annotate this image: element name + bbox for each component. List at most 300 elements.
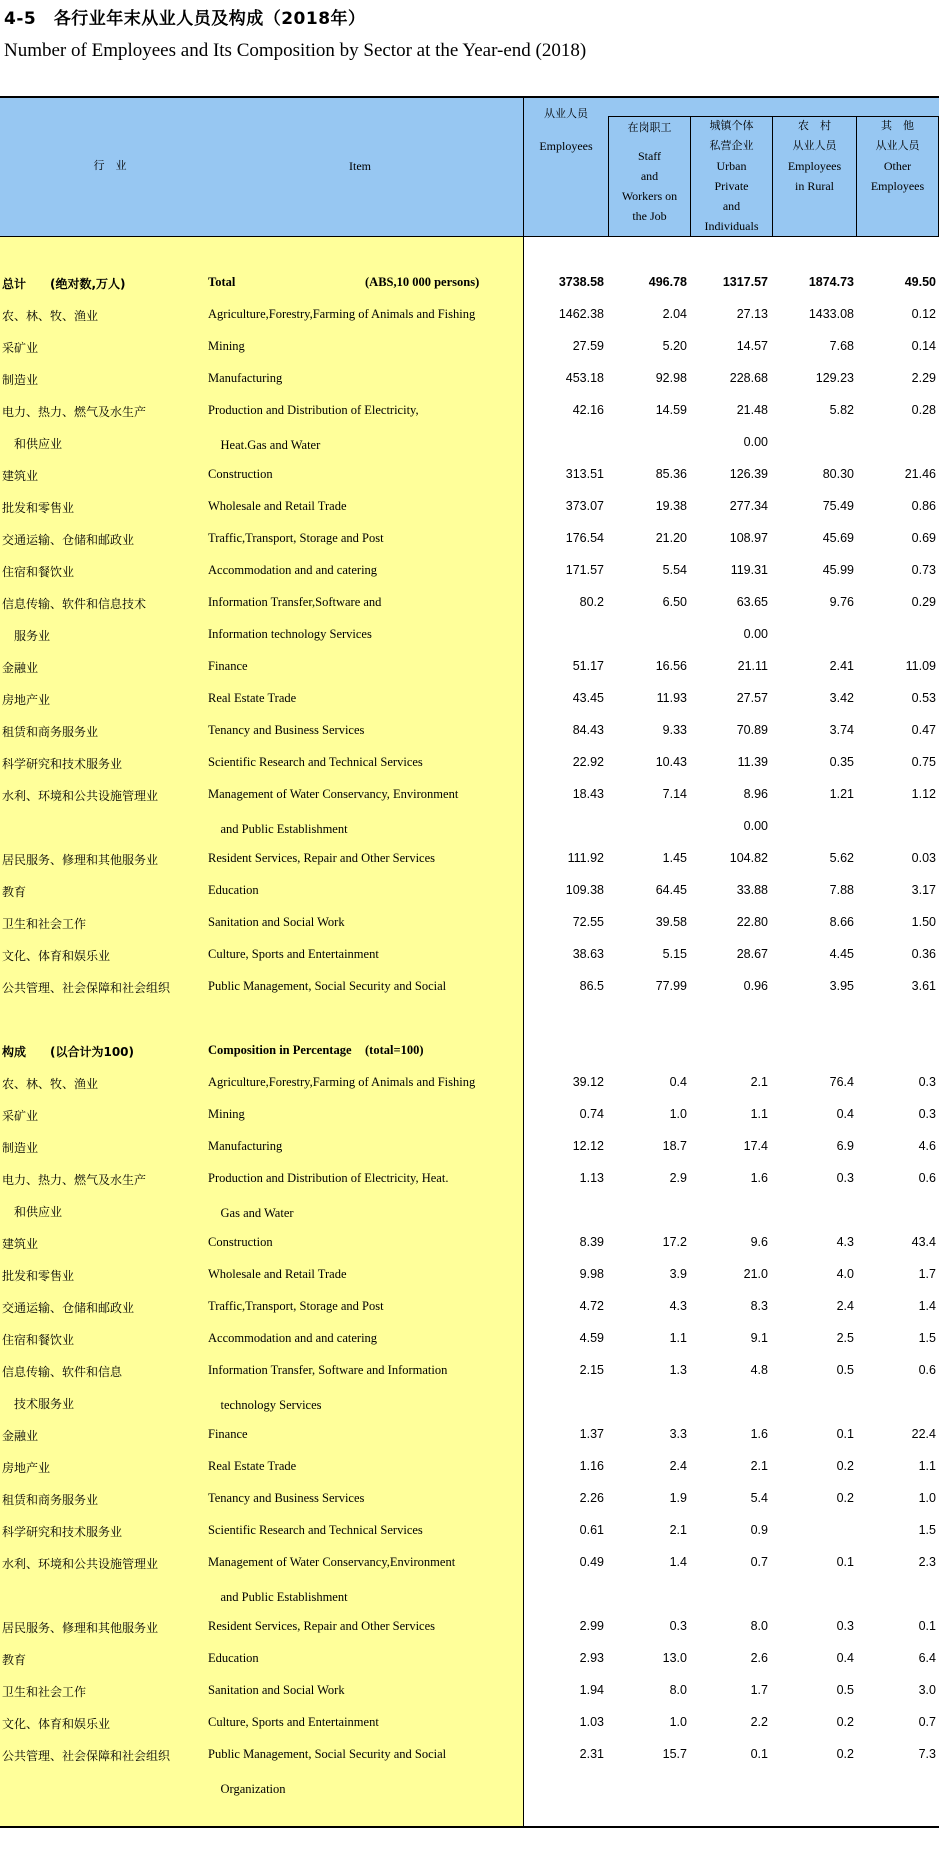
sector-label-cn: 教育 [2, 1653, 27, 1667]
rural-value: 3.95 [829, 979, 854, 993]
staff-value: 5.54 [662, 563, 687, 577]
staff-value: 1.1 [669, 1331, 687, 1345]
table-row [0, 780, 939, 812]
urban-private-value: 9.6 [750, 1235, 768, 1249]
sector-label-en: Mining [208, 1107, 245, 1121]
header-employees: 从业人员 Employees [539, 107, 593, 153]
table-row [0, 972, 939, 1004]
employees-value: 1.94 [579, 1683, 604, 1697]
sector-label-en: Wholesale and Retail Trade [208, 1267, 347, 1281]
employees-value: 2.31 [579, 1747, 604, 1761]
sector-label-cn: 采矿业 [2, 341, 39, 355]
sector-label-en: Real Estate Trade [208, 1459, 297, 1473]
other-value: 2.29 [911, 371, 936, 385]
staff-value: 0.3 [669, 1619, 687, 1633]
sector-label-cn: 总计 (绝对数,万人) [2, 277, 126, 291]
urban-private-value: 21.0 [743, 1267, 768, 1281]
urban-private-value: 0.00 [743, 435, 768, 449]
rural-value: 0.1 [836, 1555, 854, 1569]
employees-value: 176.54 [565, 531, 604, 545]
sector-label-en: Resident Services, Repair and Other Services [208, 851, 436, 865]
sector-label-cn: 租赁和商务服务业 [2, 1493, 99, 1507]
sector-label-cn: 和供应业 [2, 437, 63, 451]
rural-value: 0.1 [836, 1427, 854, 1441]
urban-private-value: 1.7 [750, 1683, 768, 1697]
staff-value: 17.2 [662, 1235, 687, 1249]
other-value: 1.0 [918, 1491, 936, 1505]
staff-value: 85.36 [655, 467, 687, 481]
other-value: 1.1 [918, 1459, 936, 1473]
employees-value: 80.2 [579, 595, 604, 609]
table-row [0, 748, 939, 780]
sector-label-cn: 信息传输、软件和信息技术 [2, 597, 147, 611]
table-row [0, 588, 939, 620]
employees-value: 4.59 [579, 1331, 604, 1345]
sector-label-en: Construction [208, 467, 273, 481]
sector-label-en: Accommodation and and catering [208, 1331, 378, 1345]
staff-value: 8.0 [669, 1683, 687, 1697]
employees-value: 1.16 [579, 1459, 604, 1473]
urban-private-value: 126.39 [729, 467, 768, 481]
table-row [0, 1452, 939, 1484]
staff-value: 5.20 [662, 339, 687, 353]
employees-value: 2.99 [579, 1619, 604, 1633]
table-row [0, 332, 939, 364]
employees-value: 72.55 [572, 915, 604, 929]
table-row [0, 1612, 939, 1644]
table-row [0, 684, 939, 716]
staff-value: 14.59 [655, 403, 687, 417]
table-row [0, 940, 939, 972]
urban-private-value: 108.97 [729, 531, 768, 545]
rural-value: 5.82 [829, 403, 854, 417]
urban-private-value: 1.6 [750, 1427, 768, 1441]
sector-label-cn: 采矿业 [2, 1109, 39, 1123]
rural-value: 1.21 [829, 787, 854, 801]
urban-private-value: 0.96 [743, 979, 768, 993]
other-value: 3.0 [918, 1683, 936, 1697]
table-row [0, 524, 939, 556]
sector-label-en: Management of Water Conservancy,Environment [208, 1555, 456, 1569]
sector-label-en: Total [208, 275, 236, 289]
urban-private-value: 4.8 [750, 1363, 768, 1377]
urban-private-value: 8.96 [743, 787, 768, 801]
other-value: 4.6 [918, 1139, 936, 1153]
table-row [0, 396, 939, 428]
employees-value: 1.13 [579, 1171, 604, 1185]
sector-label-en: and Public Establishment [208, 822, 348, 836]
other-value: 3.17 [911, 883, 936, 897]
sector-label-cn: 科学研究和技术服务业 [2, 1525, 123, 1539]
rural-value: 0.4 [836, 1651, 854, 1665]
other-value: 0.6 [918, 1363, 936, 1377]
urban-private-value: 33.88 [736, 883, 768, 897]
employees-value: 2.26 [579, 1491, 604, 1505]
urban-private-value: 21.11 [737, 659, 768, 673]
employees-value: 12.12 [572, 1139, 604, 1153]
urban-private-value: 277.34 [729, 499, 768, 513]
urban-private-value: 11.39 [737, 755, 768, 769]
sector-label-en: technology Services [208, 1398, 322, 1412]
staff-value: 92.98 [655, 371, 687, 385]
sector-label-en: Culture, Sports and Entertainment [208, 947, 379, 961]
employees-value: 39.12 [572, 1075, 604, 1089]
sector-label-cn: 卫生和社会工作 [2, 917, 87, 931]
rural-value: 4.0 [836, 1267, 854, 1281]
rural-value: 4.3 [836, 1235, 854, 1249]
urban-private-value: 21.48 [736, 403, 768, 417]
sector-label-cn: 电力、热力、燃气及水生产 [2, 405, 147, 419]
urban-private-value: 0.00 [743, 819, 768, 833]
rural-value: 2.5 [836, 1331, 854, 1345]
staff-value: 1.4 [669, 1555, 687, 1569]
table-row [0, 1548, 939, 1580]
other-value: 0.75 [911, 755, 936, 769]
table-row [0, 1164, 939, 1196]
employees-value: 373.07 [565, 499, 604, 513]
table-row [0, 1036, 939, 1068]
sector-label-cn: 和供应业 [2, 1205, 63, 1219]
table-row [0, 620, 939, 652]
sector-label-cn: 文化、体育和娱乐业 [2, 949, 111, 963]
sector-label-cn: 住宿和餐饮业 [2, 565, 75, 579]
urban-private-value: 0.1 [750, 1747, 768, 1761]
table-row [0, 492, 939, 524]
table-row [0, 1196, 939, 1228]
sector-label-en: Education [208, 1651, 259, 1665]
header-sector-cn: 行 业 [93, 159, 127, 172]
employees-value: 43.45 [572, 691, 604, 705]
sector-label-en: Organization [208, 1782, 286, 1796]
employees-value: 8.39 [579, 1235, 604, 1249]
other-value: 1.5 [918, 1331, 936, 1345]
sector-label-en: Finance [208, 1427, 248, 1441]
sector-label-cn: 教育 [2, 885, 27, 899]
other-value: 0.36 [911, 947, 936, 961]
table-row [0, 844, 939, 876]
sector-label-cn: 电力、热力、燃气及水生产 [2, 1173, 147, 1187]
staff-value: 4.3 [669, 1299, 687, 1313]
sector-label-en: Information Transfer, Software and Information [208, 1363, 448, 1377]
sector-label-en: Finance [208, 659, 248, 673]
rural-value: 8.66 [829, 915, 854, 929]
urban-private-value: 2.1 [750, 1459, 768, 1473]
staff-value: 13.0 [662, 1651, 687, 1665]
staff-value: 1.3 [669, 1363, 687, 1377]
other-value: 0.29 [911, 595, 936, 609]
other-value: 0.1 [918, 1619, 936, 1633]
table-row [0, 1420, 939, 1452]
sector-label-en: Production and Distribution of Electricity, [208, 403, 419, 417]
table-row [0, 1676, 939, 1708]
urban-private-value: 1.6 [750, 1171, 768, 1185]
urban-private-value: 9.1 [750, 1331, 768, 1345]
table-row [0, 1644, 939, 1676]
urban-private-value: 27.57 [736, 691, 768, 705]
staff-value: 10.43 [655, 755, 687, 769]
rural-value: 80.30 [822, 467, 854, 481]
sector-label-en: Manufacturing [208, 371, 283, 385]
other-value: 0.03 [911, 851, 936, 865]
table-row [0, 428, 939, 460]
header-rural: 农 村 从业人员 Employees in Rural [787, 119, 842, 193]
sector-label-en: Wholesale and Retail Trade [208, 499, 347, 513]
table-row [0, 1292, 939, 1324]
header-urban: 城镇个体 私营企业 Urban Private and Individuals [704, 119, 759, 233]
sector-label-cn: 农、林、牧、渔业 [2, 1077, 99, 1091]
sector-label-en: Resident Services, Repair and Other Services [208, 1619, 436, 1633]
urban-private-value: 22.80 [736, 915, 768, 929]
employees-value: 22.92 [572, 755, 604, 769]
staff-value: 16.56 [655, 659, 687, 673]
rural-value: 1433.08 [808, 307, 854, 321]
sector-label-en: Real Estate Trade [208, 691, 297, 705]
other-value: 1.12 [911, 787, 936, 801]
header-other: 其 他 从业人员 Other Employees [870, 119, 925, 193]
sector-label-cn: 水利、环境和公共设施管理业 [2, 1557, 159, 1571]
urban-private-value: 14.57 [736, 339, 768, 353]
staff-value: 2.9 [669, 1171, 687, 1185]
data-table [0, 96, 939, 1828]
table-row [0, 1260, 939, 1292]
employees-value: 453.18 [565, 371, 604, 385]
sector-label-cn: 构成 (以合计为100) [2, 1045, 135, 1059]
employees-value: 27.59 [572, 339, 604, 353]
rural-value: 0.2 [836, 1715, 854, 1729]
urban-private-value: 2.2 [750, 1715, 768, 1729]
rural-value: 0.2 [836, 1459, 854, 1473]
employees-value: 9.98 [579, 1267, 604, 1281]
employees-value: 2.93 [579, 1651, 604, 1665]
urban-private-value: 70.89 [736, 723, 768, 737]
sector-label-en: Scientific Research and Technical Services [208, 755, 423, 769]
table-row [0, 1068, 939, 1100]
other-value: 0.14 [911, 339, 936, 353]
employees-value: 313.51 [565, 467, 604, 481]
urban-private-value: 17.4 [743, 1139, 768, 1153]
staff-value: 3.9 [669, 1267, 687, 1281]
table-row [0, 364, 939, 396]
urban-private-value: 28.67 [736, 947, 768, 961]
sector-label-en: Scientific Research and Technical Services [208, 1523, 423, 1537]
sector-label-en: Agriculture,Forestry,Farming of Animals and Fishing [208, 1075, 476, 1089]
urban-private-value: 2.6 [750, 1651, 768, 1665]
table-row [0, 1484, 939, 1516]
other-value: 0.28 [911, 403, 936, 417]
sector-label-en: Heat.Gas and Water [208, 438, 321, 452]
staff-value: 18.7 [662, 1139, 687, 1153]
sector-label-cn: 建筑业 [2, 469, 39, 483]
sector-label-cn: 制造业 [2, 373, 39, 387]
urban-private-value: 0.00 [743, 627, 768, 641]
header-item-en: Item [349, 159, 371, 173]
sector-label-en: Public Management, Social Security and Social [208, 979, 447, 993]
employees-value: 3738.58 [558, 275, 604, 289]
other-value: 1.4 [918, 1299, 936, 1313]
sector-label-cn: 制造业 [2, 1141, 39, 1155]
table-row [0, 1772, 939, 1804]
sector-label-cn: 信息传输、软件和信息 [2, 1365, 123, 1379]
staff-value: 0.4 [669, 1075, 687, 1089]
rural-value: 0.5 [836, 1683, 854, 1697]
other-value: 1.50 [911, 915, 936, 929]
other-value: 7.3 [918, 1747, 936, 1761]
rural-value: 0.3 [836, 1619, 854, 1633]
other-value: 21.46 [904, 467, 936, 481]
rural-value: 0.35 [829, 755, 854, 769]
other-value: 0.3 [918, 1075, 936, 1089]
other-value: 11.09 [905, 659, 936, 673]
table-row [0, 1324, 939, 1356]
unit-note: (total=100) [365, 1043, 424, 1057]
sector-label-en: Management of Water Conservancy, Environment [208, 787, 459, 801]
urban-private-value: 0.9 [750, 1523, 768, 1537]
table-row [0, 460, 939, 492]
sector-label-en: Construction [208, 1235, 273, 1249]
rural-value: 45.69 [822, 531, 854, 545]
sector-label-cn: 公共管理、社会保障和社会组织 [2, 981, 171, 995]
urban-private-value: 8.3 [750, 1299, 768, 1313]
table-row [0, 300, 939, 332]
rural-value: 3.74 [829, 723, 854, 737]
staff-value: 3.3 [669, 1427, 687, 1441]
rural-value: 129.23 [815, 371, 854, 385]
rural-value: 4.45 [829, 947, 854, 961]
unit-note: (ABS,10 000 persons) [365, 275, 480, 289]
table-row [0, 876, 939, 908]
sector-label-en: Mining [208, 339, 245, 353]
rural-value: 1874.73 [808, 275, 854, 289]
other-value: 2.3 [918, 1555, 936, 1569]
other-value: 0.7 [918, 1715, 936, 1729]
employees-value: 1.03 [579, 1715, 604, 1729]
table-row [0, 268, 939, 300]
sector-label-cn: 交通运输、仓储和邮政业 [2, 1301, 135, 1315]
table-row [0, 1004, 939, 1036]
sector-label-en: Gas and Water [208, 1206, 294, 1220]
sector-label-en: Education [208, 883, 259, 897]
rural-value: 0.2 [836, 1491, 854, 1505]
staff-value: 6.50 [662, 595, 687, 609]
sector-label-en: Tenancy and Business Services [208, 723, 365, 737]
sector-label-cn: 居民服务、修理和其他服务业 [2, 1621, 159, 1635]
staff-value: 1.0 [669, 1715, 687, 1729]
urban-private-value: 27.13 [736, 307, 768, 321]
sector-label-cn: 房地产业 [2, 1461, 51, 1475]
rural-value: 45.99 [822, 563, 854, 577]
table-row [0, 1100, 939, 1132]
rural-value: 2.41 [829, 659, 854, 673]
other-value: 0.3 [918, 1107, 936, 1121]
table-row [0, 1132, 939, 1164]
table-row [0, 1708, 939, 1740]
other-value: 0.12 [911, 307, 936, 321]
staff-value: 77.99 [655, 979, 687, 993]
table-row [0, 1228, 939, 1260]
sector-label-cn: 服务业 [2, 629, 51, 643]
other-value: 0.69 [911, 531, 936, 545]
sector-label-en: Public Management, Social Security and Social [208, 1747, 447, 1761]
sector-label-cn: 公共管理、社会保障和社会组织 [2, 1749, 171, 1763]
rural-value: 0.5 [836, 1363, 854, 1377]
sector-label-en: Manufacturing [208, 1139, 283, 1153]
employees-value: 4.72 [579, 1299, 604, 1313]
sector-label-en: Information Transfer,Software and [208, 595, 382, 609]
sector-label-en: Sanitation and Social Work [208, 1683, 345, 1697]
urban-private-value: 104.82 [729, 851, 768, 865]
sector-label-cn: 批发和零售业 [2, 501, 75, 515]
other-value: 0.47 [911, 723, 936, 737]
other-value: 0.73 [911, 563, 936, 577]
page-title-cn: 4-5 各行业年末从业人员及构成（2018年） [4, 9, 366, 29]
sector-label-en: Information technology Services [208, 627, 372, 641]
employees-value: 18.43 [572, 787, 604, 801]
staff-value: 2.1 [669, 1523, 687, 1537]
staff-value: 21.20 [655, 531, 687, 545]
urban-private-value: 0.7 [750, 1555, 768, 1569]
urban-private-value: 5.4 [750, 1491, 768, 1505]
urban-private-value: 119.31 [730, 563, 768, 577]
other-value: 43.4 [911, 1235, 936, 1249]
sector-label-en: Traffic,Transport, Storage and Post [208, 531, 384, 545]
rural-value: 9.76 [829, 595, 854, 609]
sector-label-cn: 金融业 [2, 1429, 39, 1443]
other-value: 0.6 [918, 1171, 936, 1185]
sector-label-cn: 房地产业 [2, 693, 51, 707]
staff-value: 1.45 [662, 851, 687, 865]
employees-value: 1.37 [579, 1427, 604, 1441]
sector-label-cn: 金融业 [2, 661, 39, 675]
employees-value: 42.16 [572, 403, 604, 417]
rural-value: 7.88 [829, 883, 854, 897]
employees-value: 171.57 [565, 563, 604, 577]
staff-value: 64.45 [655, 883, 687, 897]
urban-private-value: 1317.57 [722, 275, 768, 289]
sector-label-en: Sanitation and Social Work [208, 915, 345, 929]
other-value: 6.4 [918, 1651, 936, 1665]
other-value: 1.7 [918, 1267, 936, 1281]
sector-label-en: Accommodation and and catering [208, 563, 378, 577]
sector-label-en: Culture, Sports and Entertainment [208, 1715, 379, 1729]
sector-label-cn: 租赁和商务服务业 [2, 725, 99, 739]
table-row [0, 556, 939, 588]
table-row [0, 908, 939, 940]
other-value: 3.61 [911, 979, 936, 993]
staff-value: 39.58 [655, 915, 687, 929]
employees-value: 109.38 [565, 883, 604, 897]
rural-value: 0.3 [836, 1171, 854, 1185]
staff-value: 496.78 [648, 275, 687, 289]
rural-value: 75.49 [822, 499, 854, 513]
urban-private-value: 1.1 [750, 1107, 768, 1121]
table-row [0, 1356, 939, 1388]
sector-label-en: Tenancy and Business Services [208, 1491, 365, 1505]
staff-value: 2.04 [662, 307, 687, 321]
urban-private-value: 8.0 [750, 1619, 768, 1633]
sector-label-en: Composition in Percentage [208, 1043, 352, 1057]
employees-value: 2.15 [579, 1363, 604, 1377]
sector-label-cn: 水利、环境和公共设施管理业 [2, 789, 159, 803]
rural-value: 76.4 [829, 1075, 854, 1089]
table-row [0, 716, 939, 748]
other-value: 0.86 [911, 499, 936, 513]
table-row [0, 812, 939, 844]
employees-value: 0.49 [579, 1555, 604, 1569]
sector-label-cn: 文化、体育和娱乐业 [2, 1717, 111, 1731]
staff-value: 5.15 [662, 947, 687, 961]
other-value: 1.5 [918, 1523, 936, 1537]
employees-value: 38.63 [572, 947, 604, 961]
